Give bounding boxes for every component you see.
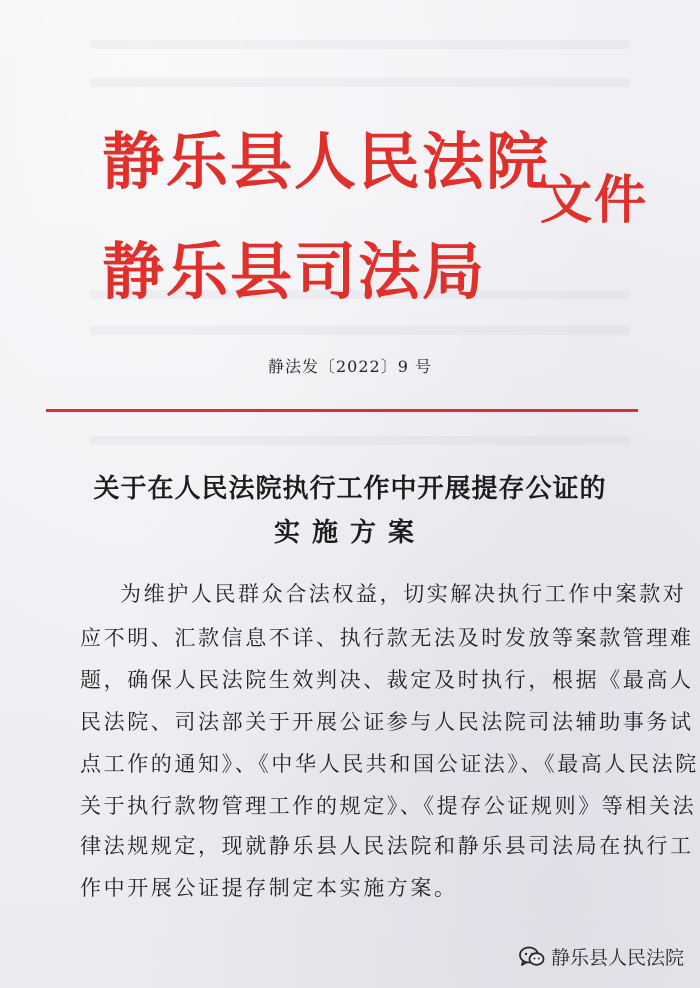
body-text-line: 为维护人民群众合法权益，切实解决执行工作中案款对 — [120, 582, 687, 606]
source-watermark — [519, 943, 684, 970]
body-text-line: 律法规规定，现就静乐县人民法院和静乐县司法局在执行工 — [80, 834, 694, 858]
show-through-mark — [90, 326, 630, 335]
document-number: 静法发〔2022〕9 号 — [268, 357, 432, 376]
header-bureau-name: 静乐县司法局 — [102, 235, 487, 308]
body-text-line: 作中开展公证提存制定本实施方案。 — [80, 876, 458, 900]
header-document-label: 文件 — [540, 171, 649, 231]
show-through-mark — [90, 78, 630, 87]
header-court-name: 静乐县人民法院 — [102, 125, 551, 198]
wechat-icon — [519, 946, 545, 968]
show-through-mark — [90, 40, 630, 49]
watermark-text: 静乐县人民法院 — [550, 947, 684, 969]
show-through-mark — [90, 436, 630, 445]
body-text-line: 点工作的通知》、《中华人民共和国公证法》、《最高人民法院 — [80, 752, 699, 776]
document-title-line-1: 关于在人民法院执行工作中开展提存公证的 — [93, 474, 607, 504]
body-text-line: 民法院、司法部关于开展公证参与人民法院司法辅助事务试 — [80, 710, 694, 734]
document-title-line-2: 实施方案 — [273, 518, 426, 548]
body-text-line: 应不明、汇款信息不详、执行款无法及时发放等案款管理难 — [80, 626, 694, 650]
body-text-line: 关于执行款物管理工作的规定》、《提存公证规则》等相关法 — [80, 794, 697, 818]
body-text-line: 题，确保人民法院生效判决、裁定及时执行，根据《最高人 — [80, 668, 694, 692]
red-divider — [46, 409, 638, 412]
